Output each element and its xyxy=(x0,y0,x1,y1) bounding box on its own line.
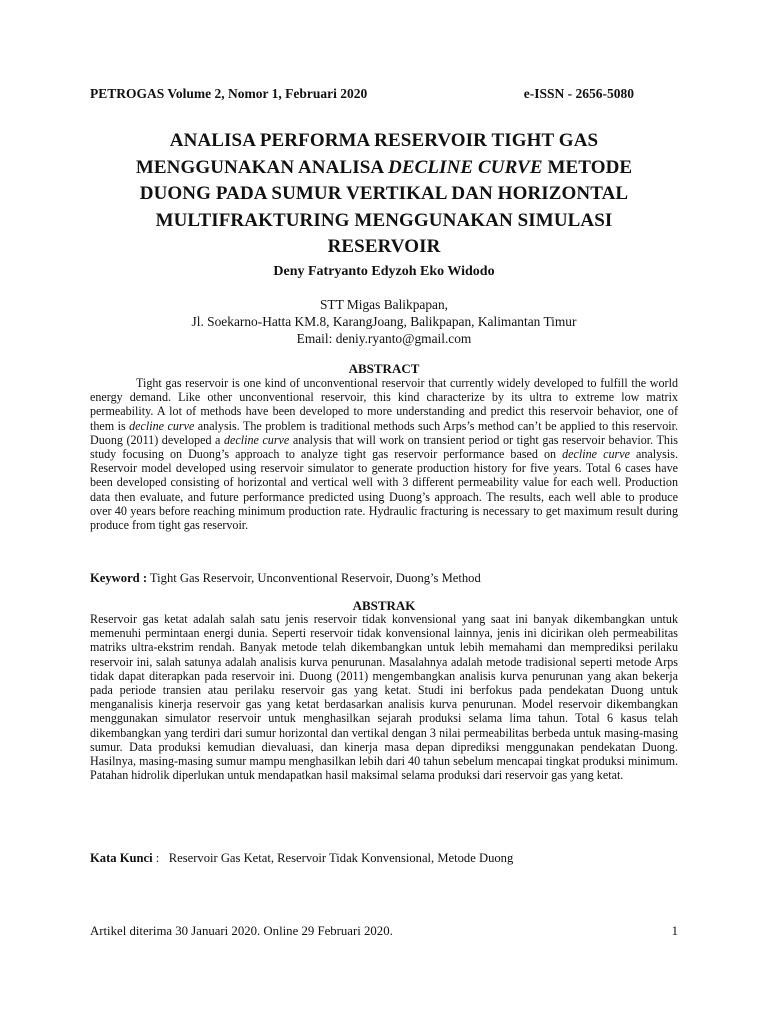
abstrak-heading: ABSTRAK xyxy=(352,598,416,613)
abstrak-text: Reservoir gas ketat adalah salah satu jenis reservoir tidak konvensional yang saat ini banyak dikembangkan untuk memenuhi permintaan energi dunia. Seperti reservoir tidak konvensional lainnya, jenis ini dicirikan oleh permeabilitas matriks ultra-ekstrim rendah. Banyak metode telah dikembangkan untuk lebih memahami dan memprediksi perilaku reservoir ini, salah satunya adalah analisis kurva penurunan. Masalahnya adalah metode tradisional seperti metode Arps tidak dapat diterapkan pada reservoir ini. Duong (2011) mengembangkan analisis kurva penurunan yang akan bekerja pada periode transien atau perilaku reservoir gas yang ketat. Studi ini berfokus pada pendekatan Duong untuk menganalisis kinerja reservoir gas yang ketat berdasarkan analisis kurva penurunan. Model reservoir dikembangkan menggunakan simulator reservoir untuk menghasilkan sejarah produksi selama lima tahun. Total 6 kasus telah dikembangkan yang terdiri dari sumur horizontal dan vertikal dengan 3 nilai permeabilitas berbeda untuk masing-masing sumur. Data produksi kemudian dievaluasi, dan kinerja masa depan diprediksi menggunakan pendekatan Duong. Hasilnya, masing-masing sumur mampu menghasilkan lebih dari 40 tahun sebelum mencapai tingkat produksi minimum. Patahan hidrolik diperlukan untuk mendapatkan hasil maksimal selama produksi dari reservoir gas yang ketat. xyxy=(90,612,678,783)
author-name: Deny Fatryanto Edyzoh Eko Widodo xyxy=(273,264,495,279)
running-header xyxy=(90,86,634,102)
page-number: 1 xyxy=(671,924,678,938)
journal-info: PETROGAS Volume 2, Nomor 1, Februari 2020 xyxy=(90,86,368,101)
keyword-label: Keyword : xyxy=(90,571,148,585)
kata-kunci: Kata Kunci : Reservoir Gas Ketat, Reservoir Tidak Konvensional, Metode Duong xyxy=(90,851,514,865)
address: Jl. Soekarno-Hatta KM.8, KarangJoang, Balikpapan, Kalimantan Timur xyxy=(191,314,577,330)
paper-title xyxy=(80,128,688,261)
title-line: MENGGUNAKAN ANALISA DECLINE CURVE METODE xyxy=(135,156,633,178)
kata-kunci-label: Kata Kunci xyxy=(90,851,153,865)
email: Email: deniy.ryanto@gmail.com xyxy=(296,331,472,347)
page-footer xyxy=(90,924,678,939)
title-line: RESERVOIR xyxy=(327,236,441,257)
keyword-text: Tight Gas Reservoir, Unconventional Reservoir, Duong’s Method xyxy=(147,571,481,585)
issn: e-ISSN - 2656-5080 xyxy=(523,86,634,101)
abstract-heading: ABSTRACT xyxy=(348,361,420,376)
kata-kunci-text: Reservoir Gas Ketat, Reservoir Tidak Konvensional, Metode Duong xyxy=(159,851,514,865)
title-line: DUONG PADA SUMUR VERTIKAL DAN HORIZONTAL xyxy=(139,183,629,204)
title-line: MULTIFRAKTURING MENGGUNAKAN SIMULASI xyxy=(155,209,613,231)
title-italic: DECLINE CURVE xyxy=(388,156,543,178)
article-dates: Artikel diterima 30 Januari 2020. Online 29 Februari 2020. xyxy=(90,924,393,938)
affiliation xyxy=(0,296,768,348)
institution: STT Migas Balikpapan, xyxy=(319,297,449,312)
abstract-text: Tight gas reservoir is one kind of unconventional reservoir that currently widely developed to fulfill the world energy demand. Like other unconventional reservoir, this kind characterize by its ultra to extreme low matrix permeability. A lot of methods have been developed to more understanding and predict this reservoir behavior, one of them is decline curve analysis. The problem is traditional methods such Arps’s method can’t be applied to this reservoir. Duong (2011) developed a decline curve analysis that will work on transient period or tight gas reservoir behavior. This study focusing on Duong’s approach to analyze tight gas reservoir performance based on decline curve analysis. Reservoir model developed using reservoir simulator to generate production history for five years. Total 6 cases have been developed consisting of horizontal and vertical well with 3 different permeability value for each well. Production data then evaluate, and future performance predicted using Duong’s approach. The results, each well able to produce over 40 years before reaching minimum production rate. Hydraulic fracturing is necessary to get maximum result during produce from tight gas reservoir. xyxy=(90,376,679,533)
title-line: ANALISA PERFORMA RESERVOIR TIGHT GAS xyxy=(169,130,599,151)
keywords xyxy=(90,571,678,586)
